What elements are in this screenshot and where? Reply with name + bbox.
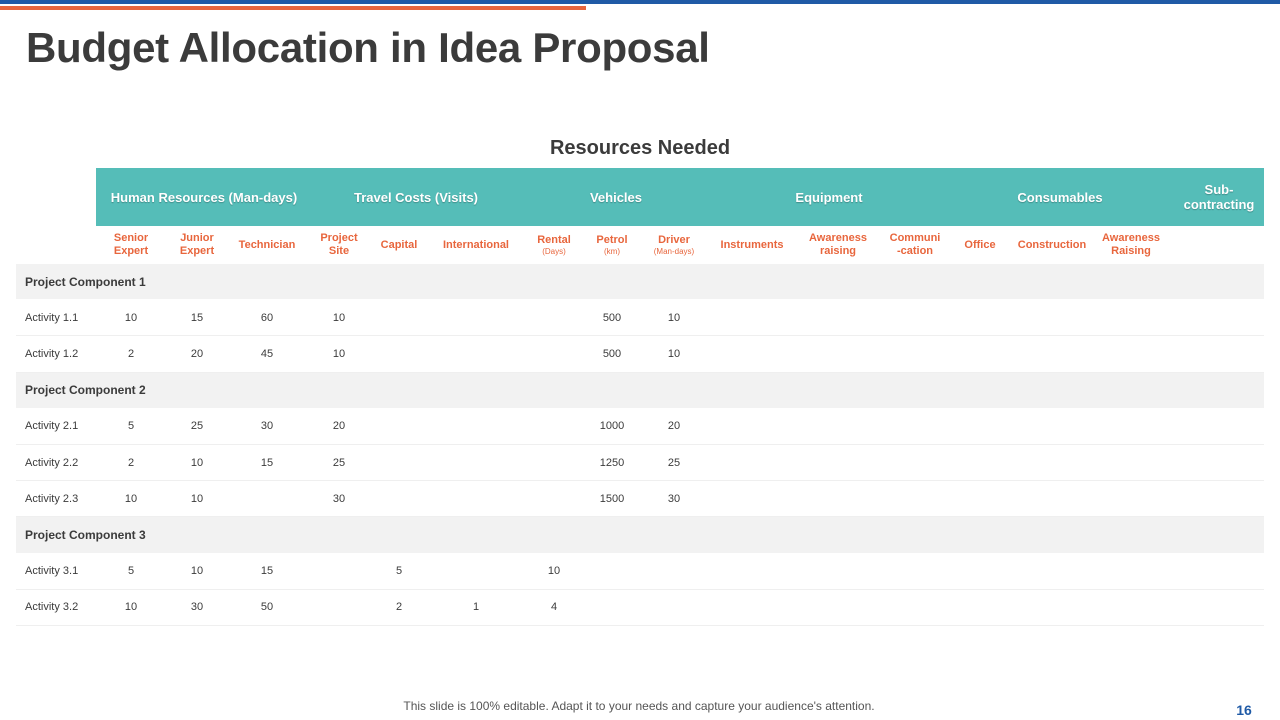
column-header-technician [229, 226, 305, 264]
top-accent-bar-blue [0, 0, 1280, 4]
column-header-office [942, 226, 1018, 264]
component-row [16, 517, 1264, 553]
column-header-awareness-raising [800, 226, 876, 264]
column-header-label: Communi -cation [889, 232, 941, 257]
column-header-unit: (Man-days) [653, 246, 695, 256]
activity-label: Activity 1.2 [25, 347, 79, 360]
table-cell-technician: 50 [260, 601, 274, 614]
component-row [16, 373, 1264, 409]
table-row [16, 409, 1264, 445]
table-cell-junior-expert: 30 [190, 601, 204, 614]
table-cell-technician: 15 [260, 456, 274, 469]
column-header-label: Awareness raising [809, 232, 867, 257]
table-cell-junior-expert: 10 [190, 456, 204, 469]
component-label: Project Component 1 [25, 274, 146, 289]
group-header-sub-contracting: Sub- contracting [1183, 182, 1255, 212]
column-header-construction [1014, 226, 1090, 264]
table-cell-petrol: 1500 [599, 492, 625, 505]
table-row [16, 554, 1264, 590]
table-cell-driver: 10 [667, 311, 681, 324]
column-header-capital [361, 226, 437, 264]
column-header-junior-expert [159, 226, 235, 264]
table-caption: Resources Needed [549, 137, 731, 159]
table-cell-junior-expert: 10 [190, 492, 204, 505]
table-cell-rental: 4 [550, 601, 558, 614]
table-row [16, 590, 1264, 626]
group-header-human-resources-man-days: Human Resources (Man-days) [110, 189, 298, 205]
component-row [16, 264, 1264, 300]
table-cell-project-site: 20 [332, 420, 346, 433]
column-header-instruments [714, 226, 790, 264]
component-label: Project Component 3 [25, 527, 146, 542]
table-cell-project-site: 25 [332, 456, 346, 469]
activity-label: Activity 1.1 [25, 311, 79, 324]
table-cell-international: 1 [472, 601, 480, 614]
top-accent-bar-orange [0, 6, 586, 10]
table-cell-petrol: 1250 [599, 456, 625, 469]
table-cell-petrol: 1000 [599, 420, 625, 433]
table-cell-capital: 5 [395, 565, 403, 578]
column-header-label: Driver [658, 233, 690, 246]
activity-label: Activity 2.1 [25, 420, 79, 433]
column-header-senior-expert [93, 226, 169, 264]
column-header-unit: (Days) [542, 246, 566, 256]
column-header-label: Junior Expert [179, 232, 215, 257]
column-header-label: Construction [1017, 238, 1087, 251]
table-cell-senior-expert: 10 [124, 311, 138, 324]
column-header-awareness-raising [1093, 226, 1169, 264]
group-header-travel-costs-visits: Travel Costs (Visits) [353, 189, 479, 205]
table-row [16, 300, 1264, 336]
table-cell-driver: 10 [667, 347, 681, 360]
table-cell-senior-expert: 10 [124, 492, 138, 505]
column-header-label: Project Site [320, 232, 358, 257]
group-header-consumables: Consumables [1017, 189, 1103, 205]
table-cell-technician: 45 [260, 347, 274, 360]
group-header-equipment: Equipment [795, 189, 863, 205]
table-cell-rental: 10 [547, 565, 561, 578]
column-header-label: Technician [238, 238, 296, 251]
table-cell-project-site: 10 [332, 311, 346, 324]
footer-note: This slide is 100% editable. Adapt it to your needs and capture your audience's attention. [403, 699, 875, 713]
table-cell-project-site: 30 [332, 492, 346, 505]
resource-table-body [16, 264, 1264, 626]
table-cell-senior-expert: 5 [127, 420, 135, 433]
table-cell-driver: 20 [667, 420, 681, 433]
column-header-label: Office [964, 238, 996, 251]
table-cell-junior-expert: 15 [190, 311, 204, 324]
table-row [16, 336, 1264, 372]
table-cell-senior-expert: 2 [127, 347, 135, 360]
activity-label: Activity 3.2 [25, 601, 79, 614]
column-header-unit: (km) [604, 246, 620, 256]
column-header-driver [636, 226, 712, 264]
activity-label: Activity 2.2 [25, 456, 79, 469]
table-cell-technician: 30 [260, 420, 274, 433]
component-label: Project Component 2 [25, 383, 146, 398]
table-row [16, 445, 1264, 481]
column-header-label: Instruments [720, 238, 784, 251]
table-cell-senior-expert: 10 [124, 601, 138, 614]
slide-title: Budget Allocation in Idea Proposal [26, 24, 710, 71]
table-cell-driver: 30 [667, 492, 681, 505]
column-header-international [438, 226, 514, 264]
table-cell-senior-expert: 5 [127, 565, 135, 578]
table-cell-junior-expert: 25 [190, 420, 204, 433]
column-header-label: Rental [537, 233, 571, 246]
table-cell-capital: 2 [395, 601, 403, 614]
column-header-label: Petrol [596, 233, 628, 246]
table-cell-junior-expert: 10 [190, 565, 204, 578]
page-number: 16 [1236, 702, 1252, 718]
column-header-label: International [442, 238, 509, 251]
table-cell-technician: 60 [260, 311, 274, 324]
table-cell-technician: 15 [260, 565, 274, 578]
table-cell-petrol: 500 [602, 347, 622, 360]
group-header-vehicles: Vehicles [589, 189, 643, 205]
table-cell-petrol: 500 [602, 311, 622, 324]
column-header-label: Awareness Raising [1102, 232, 1160, 257]
column-header-label: Capital [380, 238, 418, 251]
table-cell-driver: 25 [667, 456, 681, 469]
table-row [16, 481, 1264, 517]
table-cell-project-site: 10 [332, 347, 346, 360]
table-cell-junior-expert: 20 [190, 347, 204, 360]
table-cell-senior-expert: 2 [127, 456, 135, 469]
activity-label: Activity 2.3 [25, 492, 79, 505]
activity-label: Activity 3.1 [25, 565, 79, 578]
column-header-label: Senior Expert [113, 232, 149, 257]
